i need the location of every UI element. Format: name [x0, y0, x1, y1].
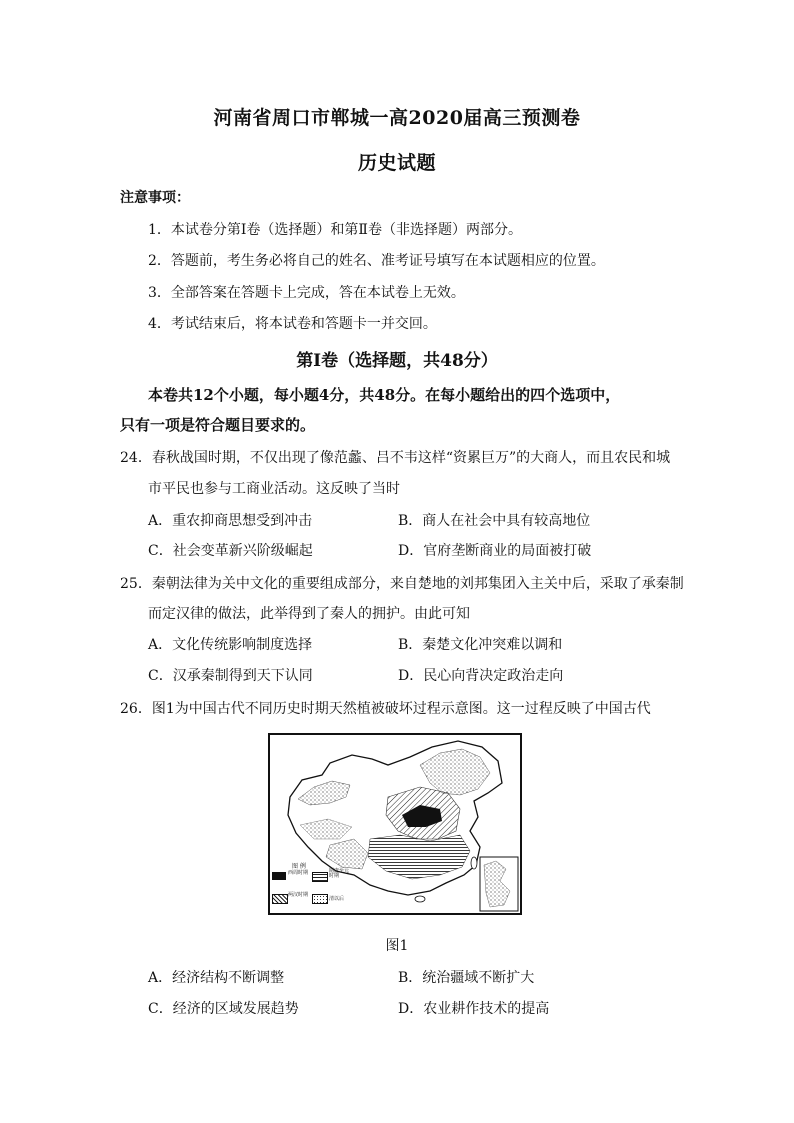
option-d: D．农业耕作技术的提高 [398, 1001, 550, 1017]
legend-label: 两汉时期 [288, 892, 309, 898]
legend-label: 西周时期 [288, 870, 309, 876]
question-stem: 而定汉律的做法，此举得到了秦人的拥护。由此可知 [148, 606, 470, 622]
question-stem: 25．秦朝法律为关中文化的重要组成部分，来自楚地的刘邦集团入主关中后，采取了承秦制 [120, 576, 684, 592]
map-legend [270, 858, 356, 912]
notice-heading: 注意事项： [120, 190, 190, 206]
legend-label: 隋唐至元时期 [329, 868, 350, 879]
question-stem: 市平民也参与工商业活动。这反映了当时 [148, 481, 400, 497]
option-a: A．文化传统影响制度选择 [148, 637, 313, 653]
paper-title: 河南省周口市郸城一高2020届高三预测卷 [213, 107, 581, 129]
option-c: C．社会变革新兴阶级崛起 [148, 543, 313, 559]
legend-swatch-horizontal [312, 872, 328, 882]
option-c: C．汉承秦制得到天下认同 [148, 668, 313, 684]
section-instruction-line1: 本卷共12个小题，每小题4分，共48分。在每小题给出的四个选项中， [148, 386, 621, 404]
legend-title: 图 例 [292, 863, 306, 870]
notice-item: 3．全部答案在答题卡上完成，答在本试卷上无效。 [148, 285, 465, 301]
option-b: B．统治疆域不断扩大 [398, 970, 535, 986]
option-a: A．经济结构不断调整 [148, 970, 285, 986]
legend-swatch-dotted [312, 894, 328, 904]
legend-swatch-black [272, 872, 286, 880]
option-b: B．商人在社会中具有较高地位 [398, 513, 591, 529]
option-d: D．官府垄断商业的局面被打破 [398, 543, 592, 559]
question-stem: 24．春秋战国时期，不仅出现了像范蠡、吕不韦这样“资累巨万”的大商人，而且农民和城 [120, 450, 671, 466]
paper-subtitle: 历史试题 [357, 152, 436, 174]
option-b: B．秦楚文化冲突难以调和 [398, 637, 563, 653]
legend-label: 清以后 [329, 896, 345, 902]
section-heading: 第Ⅰ卷（选择题，共48分） [296, 351, 498, 371]
section-instruction-line2: 只有一项是符合题目要求的。 [120, 416, 316, 434]
notice-item: 4．考试结束后，将本试卷和答题卡一并交回。 [148, 316, 437, 332]
figure-caption: 图1 [385, 938, 409, 954]
notice-item: 1．本试卷分第Ⅰ卷（选择题）和第Ⅱ卷（非选择题）两部分。 [148, 222, 522, 238]
option-c: C．经济的区域发展趋势 [148, 1001, 299, 1017]
option-d: D．民心向背决定政治走向 [398, 668, 564, 684]
notice-item: 2．答题前，考生务必将自己的姓名、准考证号填写在本试题相应的位置。 [148, 253, 605, 269]
option-a: A．重农抑商思想受到冲击 [148, 513, 313, 529]
legend-swatch-diagonal [272, 894, 288, 904]
question-stem: 26．图1为中国古代不同历史时期天然植被破坏过程示意图。这一过程反映了中国古代 [120, 701, 651, 717]
